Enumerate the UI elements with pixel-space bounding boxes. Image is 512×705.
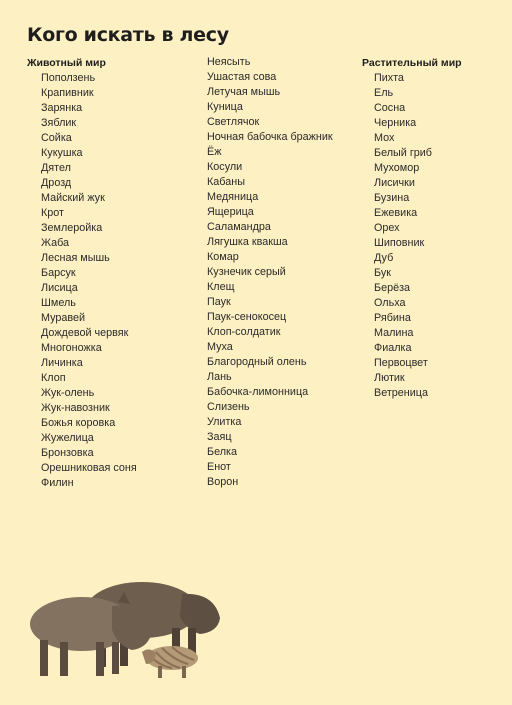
list-item: Лань xyxy=(207,371,232,383)
list-item: Ежевика xyxy=(374,207,418,219)
list-item: Жужелица xyxy=(41,432,94,444)
animals-list xyxy=(27,71,137,491)
list-item: Ночная бабочка бражник xyxy=(207,131,333,143)
list-item: Ель xyxy=(374,87,394,99)
list-item: Бронзовка xyxy=(41,447,94,459)
list-item: Летучая мышь xyxy=(207,86,281,98)
list-item: Бук xyxy=(374,267,391,279)
list-item: Зарянка xyxy=(41,102,83,114)
list-item: Белый гриб xyxy=(374,147,432,159)
list-item: Саламандра xyxy=(207,221,271,233)
list-item: Лютик xyxy=(374,372,405,384)
list-item: Клещ xyxy=(207,281,235,293)
list-item: Божья коровка xyxy=(41,417,116,429)
list-item: Куница xyxy=(207,101,243,113)
list-item: Лягушка квакша xyxy=(207,236,288,248)
list-item: Пихта xyxy=(374,72,404,84)
list-item: Лесная мышь xyxy=(41,252,110,264)
list-item: Зяблик xyxy=(41,117,77,129)
list-item: Клоп-солдатик xyxy=(207,326,281,338)
list-item: Крапивник xyxy=(41,87,94,99)
list-item: Орех xyxy=(374,222,400,234)
list-item: Фиалка xyxy=(374,342,412,354)
list-item: Жук-навозник xyxy=(41,402,110,414)
plants-list xyxy=(362,71,462,401)
list-item: Паук-сенокосец xyxy=(207,311,287,323)
list-item: Филин xyxy=(41,477,74,489)
list-item: Слизень xyxy=(207,401,250,413)
list-item: Шмель xyxy=(41,297,76,309)
list-item: Ёж xyxy=(207,146,222,158)
list-item: Сойка xyxy=(41,132,72,144)
list-item: Комар xyxy=(207,251,239,263)
list-item: Улитка xyxy=(207,416,242,428)
list-item: Поползень xyxy=(41,72,96,84)
list-item: Заяц xyxy=(207,431,232,443)
list-item: Светлячок xyxy=(207,116,260,128)
wild-boars-illustration xyxy=(22,572,222,682)
list-item: Бабочка-лимонница xyxy=(207,386,309,398)
list-item: Дрозд xyxy=(41,177,72,189)
list-item: Многоножка xyxy=(41,342,102,354)
list-item: Неясыть xyxy=(207,56,251,68)
list-item: Жаба xyxy=(41,237,70,249)
list-item: Лисица xyxy=(41,282,78,294)
list-item: Барсук xyxy=(41,267,76,279)
animals-column xyxy=(27,55,137,491)
list-item: Мох xyxy=(374,132,395,144)
list-item: Рябина xyxy=(374,312,411,324)
list-item: Муха xyxy=(207,341,233,353)
list-item: Кузнечик серый xyxy=(207,266,286,278)
list-item: Дуб xyxy=(374,252,394,264)
animals-continued-column xyxy=(207,55,333,490)
list-item: Шиповник xyxy=(374,237,425,249)
list-item: Жук-олень xyxy=(41,387,95,399)
list-item: Лисички xyxy=(374,177,415,189)
list-item: Кабаны xyxy=(207,176,245,188)
list-item: Кукушка xyxy=(41,147,83,159)
list-item: Личинка xyxy=(41,357,83,369)
list-item: Ящерица xyxy=(207,206,254,218)
list-item: Дождевой червяк xyxy=(41,327,129,339)
list-item: Берёза xyxy=(374,282,411,294)
list-item: Ветреница xyxy=(374,387,428,399)
list-item: Медяница xyxy=(207,191,259,203)
animals-continued-list xyxy=(207,55,333,490)
plants-heading: Растительный мир xyxy=(362,57,462,69)
list-item: Землеройка xyxy=(41,222,103,234)
list-item: Крот xyxy=(41,207,65,219)
list-item: Бузина xyxy=(374,192,410,204)
page-title: Кого искать в лесу xyxy=(27,24,229,46)
piglet xyxy=(142,646,198,678)
list-item: Ольха xyxy=(374,297,406,309)
list-item: Орешниковая соня xyxy=(41,462,137,474)
list-item: Малина xyxy=(374,327,414,339)
list-item: Сосна xyxy=(374,102,406,114)
list-item: Муравей xyxy=(41,312,86,324)
list-item: Ушастая сова xyxy=(207,71,277,83)
list-item: Енот xyxy=(207,461,231,473)
list-item: Дятел xyxy=(41,162,71,174)
list-item: Майский жук xyxy=(41,192,105,204)
list-item: Мухомор xyxy=(374,162,420,174)
animals-heading: Животный мир xyxy=(27,57,106,69)
list-item: Паук xyxy=(207,296,231,308)
list-item: Клоп xyxy=(41,372,66,384)
list-item: Благородный олень xyxy=(207,356,307,368)
list-item: Черника xyxy=(374,117,417,129)
plants-column xyxy=(362,55,462,401)
list-item: Белка xyxy=(207,446,237,458)
list-item: Ворон xyxy=(207,476,239,488)
list-item: Первоцвет xyxy=(374,357,428,369)
list-item: Косули xyxy=(207,161,243,173)
